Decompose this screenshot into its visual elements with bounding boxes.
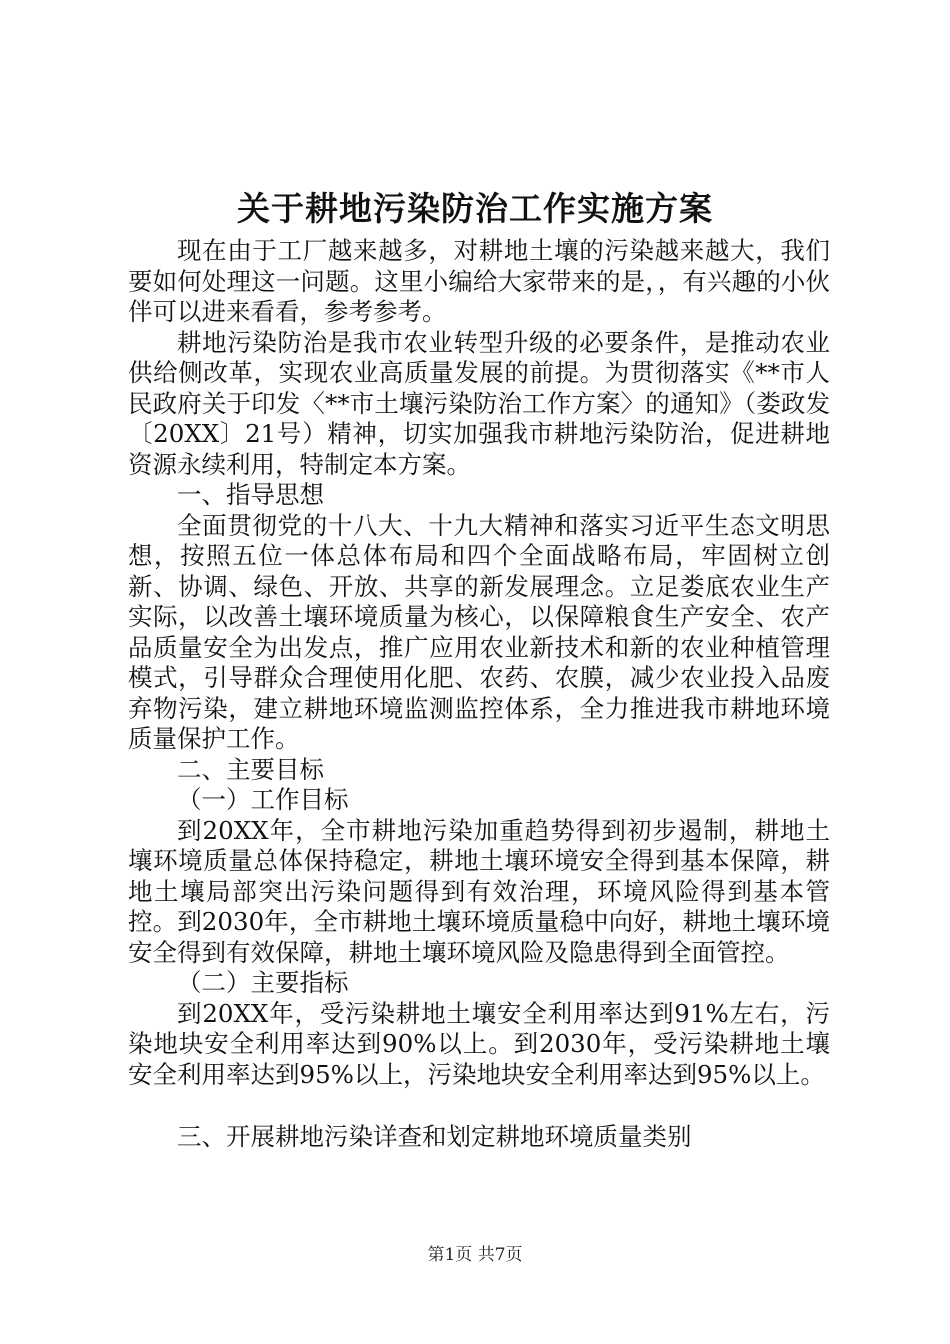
work-goals-paragraph: 到20XX年，全市耕地污染加重趋势得到初步遏制，耕地土壤环境质量总体保持稳定，耕地土壤环境安全得到基本保障，耕地土壤局部突出污染问题得到有效治理，环境风险得到基本管控。到2030年，全市耕地土壤环境质量稳中向好，耕地土壤环境安全得到有效保障，耕地土壤环境风险及隐患得到全面管控。 (128, 815, 830, 967)
main-indicators-paragraph: 到20XX年，受污染耕地土壤安全利用率达到91%左右，污染地块安全利用率达到90%以上。到2030年，受污染耕地土壤安全利用率达到95%以上，污染地块安全利用率达到95%以上。 (128, 998, 830, 1089)
section-heading-survey: 三、开展耕地污染详查和划定耕地环境质量类别 (177, 1122, 692, 1151)
background-paragraph: 耕地污染防治是我市农业转型升级的必要条件，是推动农业供给侧改革，实现农业高质量发展的前提。为贯彻落实《**市人民政府关于印发〈**市土壤污染防治工作方案〉的通知》（娄政发〔20XX〕21号）精神，切实加强我市耕地污染防治，促进耕地资源永续利用，特制定本方案。 (128, 327, 830, 479)
document-title: 关于耕地污染防治工作实施方案 (237, 189, 713, 228)
section-heading-guiding-ideology: 一、指导思想 (177, 480, 324, 509)
subsection-heading-main-indicators: （二）主要指标 (177, 968, 349, 997)
page-footer: 第1页 共7页 (427, 1245, 523, 1265)
section-heading-main-goals: 二、主要目标 (177, 754, 324, 784)
guiding-ideology-paragraph: 全面贯彻党的十八大、十九大精神和落实习近平生态文明思想，按照五位一体总体布局和四个全面战略布局，牢固树立创新、协调、绿色、开放、共享的新发展理念。立足娄底农业生产实际，以改善土壤环境质量为核心，以保障粮食生产安全、农产品质量安全为出发点，推广应用农业新技术和新的农业种植管理模式，引导群众合理使用化肥、农药、农膜，减少农业投入品废弃物污染，建立耕地环境监测监控体系，全力推进我市耕地环境质量保护工作。 (128, 510, 830, 753)
intro-paragraph: 现在由于工厂越来越多，对耕地土壤的污染越来越大，我们要如何处理这一问题。这里小编给大家带来的是，，有兴趣的小伙伴可以进来看看，参考参考。 (128, 236, 830, 326)
subsection-heading-work-goals: （一）工作目标 (177, 785, 349, 814)
document-body (128, 236, 830, 1153)
